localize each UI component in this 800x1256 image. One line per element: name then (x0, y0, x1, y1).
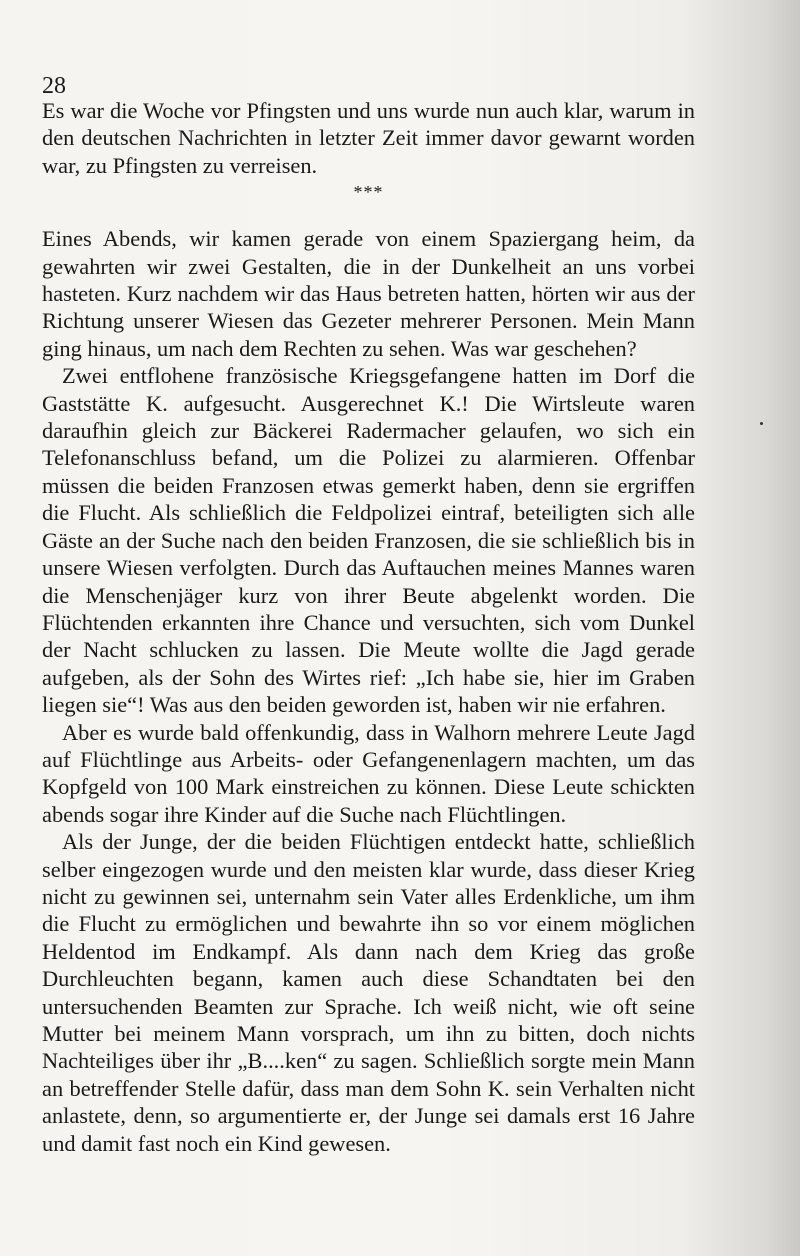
paragraph: Eines Abends, wir kamen gerade von einem Spaziergang heim, da gewahrten wir zwei Gestalten, die in der Dunkelheit an uns vorbei hasteten. Kurz nachdem wir das Haus betreten hatten, hörten wir aus der Richtung unserer Wiesen das Gezeter mehrerer Personen. Mein Mann ging hinaus, um nach dem Rechten zu sehen. Was war geschehen? (42, 226, 695, 361)
section-separator: *** (353, 182, 384, 203)
ink-speck (760, 422, 763, 425)
body-text (42, 97, 695, 1157)
paragraph: Aber es wurde bald offenkundig, dass in Walhorn mehrere Leute Jagd auf Flüchtlinge aus Arbeits- oder Gefangenenlagern machten, um das Kopfgeld von 100 Mark einstreichen zu können. Diese Leute schickten abends sogar ihre Kinder auf die Suche nach Flüchtlingen. (42, 719, 695, 827)
paragraph: Zwei entflohene französische Kriegsgefangene hatten im Dorf die Gaststätte K. aufgesucht. Ausgerechnet K.! Die Wirtsleute waren daraufhin gleich zur Bäckerei Radermacher gelaufen, wo sich ein Telefonanschluss befand, um die Polizei zu alarmieren. Offenbar müssen die beiden Franzosen etwas gemerkt haben, denn sie ergriffen die Flucht. Als schließlich die Feldpolizei eintraf, beteiligten sich alle Gäste an der Suche nach den beiden Franzosen, die sie schließlich bis in unsere Wiesen verfolgten. Durch das Auftauchen meines Mannes waren die Menschenjäger kurz von ihrer Beute abgelenkt worden. Die Flüchtenden erkannten ihre Chance und versuchten, sich vom Dunkel der Nacht schlucken zu lassen. Die Meute wollte die Jagd gerade aufgeben, als der Sohn des Wirtes rief: „Ich habe sie, hier im Graben liegen sie“! Was aus den beiden geworden ist, haben wir nie erfahren. (42, 363, 695, 718)
paragraph: Als der Junge, der die beiden Flüchtigen entdeckt hatte, schließlich selber eingezogen wurde und den meisten klar wurde, dass dieser Krieg nicht zu gewinnen sei, unternahm sein Vater alles Erdenkliche, um ihm die Flucht zu ermöglichen und bewahrte ihn so vor einem möglichen Heldentod im Endkampf. Als dann nach dem Krieg das große Durchleuchten begann, kamen auch diese Schandtaten bei den untersuchenden Beamten zur Sprache. Ich weiß nicht, wie oft seine Mutter bei meinem Mann vorsprach, um ihn zu bitten, doch nichts Nachteiliges über ihr „B....ken“ zu sagen. Schließlich sorgte mein Mann an betreffender Stelle dafür, dass man dem Sohn K. sein Verhalten nicht anlastete, denn, so argumentierte er, der Junge sei damals erst 16 Jahre und damit fast noch ein Kind gewesen. (42, 829, 695, 1156)
page-number: 28 (42, 73, 66, 99)
paragraph: Es war die Woche vor Pfingsten und uns wurde nun auch klar, warum in den deutschen Nachrichten in letzter Zeit immer davor gewarnt worden war, zu Pfingsten zu verreisen. (42, 98, 695, 178)
